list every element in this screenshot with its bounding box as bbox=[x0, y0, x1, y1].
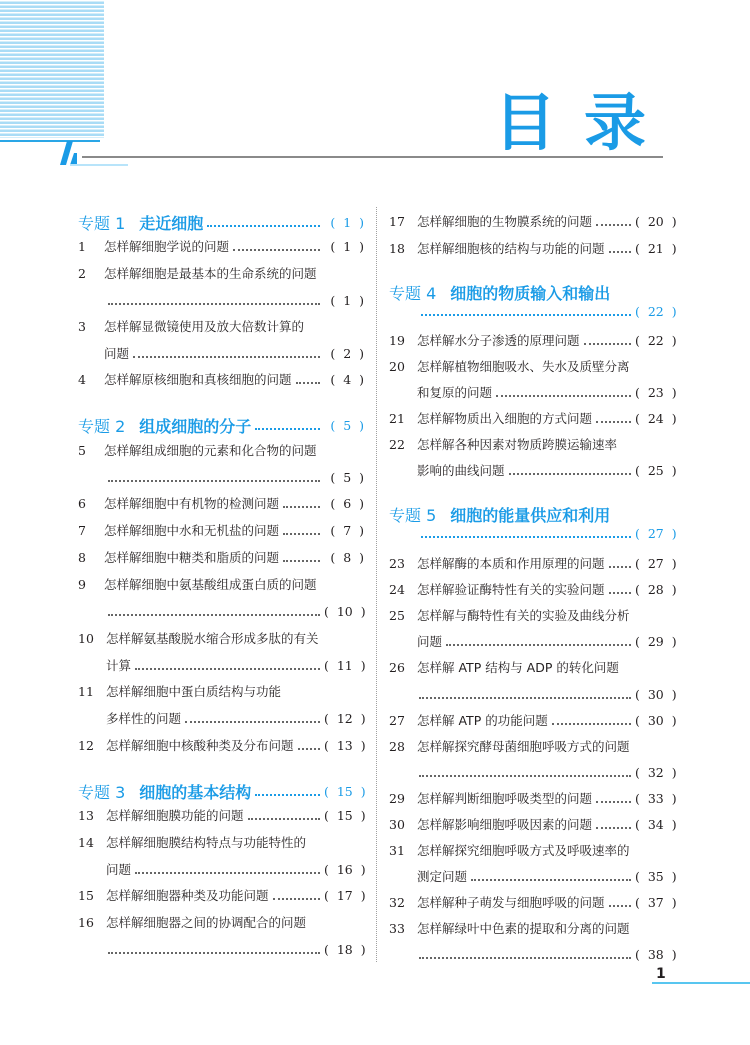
leader-dots bbox=[609, 250, 631, 253]
item-title: 怎样解显微镜使用及放大倍数计算的 bbox=[104, 319, 305, 334]
item-page: ( 10 ) bbox=[324, 603, 366, 619]
item-title: 怎样解酶的本质和作用原理的问题 bbox=[417, 556, 605, 571]
item-number: 12 bbox=[78, 737, 94, 753]
toc-item-18[interactable] bbox=[389, 238, 675, 258]
item-page: ( 24 ) bbox=[635, 410, 677, 426]
toc-item-28-cont[interactable] bbox=[389, 762, 675, 782]
item-page: ( 21 ) bbox=[635, 240, 677, 256]
toc-item-7[interactable] bbox=[78, 520, 364, 540]
item-title: 怎样解判断细胞呼吸类型的问题 bbox=[417, 791, 593, 806]
toc-item-21[interactable] bbox=[389, 408, 675, 428]
chapter-page: ( 22 ) bbox=[635, 303, 677, 319]
item-title-cont: 测定问题 bbox=[417, 869, 468, 884]
chapter-label: 专题 3 bbox=[78, 782, 126, 802]
leader-dots bbox=[584, 342, 631, 345]
item-number: 29 bbox=[389, 790, 405, 806]
item-number: 17 bbox=[389, 213, 405, 229]
toc-item-8[interactable] bbox=[78, 547, 364, 567]
leader-dots bbox=[419, 696, 631, 699]
item-page: ( 35 ) bbox=[635, 868, 677, 884]
item-title: 怎样解探究细胞呼吸方式及呼吸速率的 bbox=[417, 843, 630, 858]
leader-dots bbox=[419, 956, 631, 959]
item-title: 怎样解细胞中有机物的检测问题 bbox=[104, 496, 280, 511]
leader-dots bbox=[108, 302, 320, 305]
leader-dots bbox=[233, 248, 320, 251]
item-title: 怎样解与酶特性有关的实验及曲线分析 bbox=[417, 608, 630, 623]
item-page: ( 33 ) bbox=[635, 790, 677, 806]
item-page: ( 28 ) bbox=[635, 581, 677, 597]
item-page: ( 30 ) bbox=[635, 712, 677, 728]
toc-item-13[interactable] bbox=[78, 805, 364, 825]
item-page: ( 18 ) bbox=[324, 941, 366, 957]
leader-dots bbox=[108, 613, 320, 616]
toc-item-12[interactable] bbox=[78, 735, 364, 755]
item-page: ( 29 ) bbox=[635, 633, 677, 649]
item-page: ( 6 ) bbox=[330, 495, 364, 511]
leader-dots bbox=[296, 381, 320, 384]
leader-dots bbox=[471, 878, 631, 881]
header-stripes-decoration bbox=[0, 0, 104, 138]
leader-dots bbox=[419, 774, 631, 777]
toc-item-26[interactable] bbox=[389, 657, 675, 677]
item-number: 19 bbox=[389, 332, 405, 348]
item-page: ( 16 ) bbox=[324, 861, 366, 877]
item-page: ( 25 ) bbox=[635, 462, 677, 478]
toc-item-14[interactable] bbox=[78, 832, 364, 852]
toc-item-23[interactable] bbox=[389, 553, 675, 573]
item-title-cont: 问题 bbox=[106, 862, 132, 877]
item-number: 11 bbox=[78, 683, 94, 699]
item-page: ( 20 ) bbox=[635, 213, 677, 229]
toc-item-20[interactable] bbox=[389, 356, 675, 376]
toc-item-25[interactable] bbox=[389, 605, 675, 625]
item-number: 15 bbox=[78, 887, 94, 903]
item-number: 28 bbox=[389, 738, 405, 754]
leader-dots bbox=[108, 479, 320, 482]
item-title: 怎样解影响细胞呼吸因素的问题 bbox=[417, 817, 593, 832]
toc-item-10[interactable] bbox=[78, 628, 364, 648]
item-page: ( 2 ) bbox=[330, 345, 364, 361]
chapter-page: ( 5 ) bbox=[330, 417, 364, 433]
chapter-label: 专题 4 bbox=[389, 283, 437, 303]
item-number: 30 bbox=[389, 816, 405, 832]
leader-dots bbox=[446, 643, 631, 646]
leader-dots bbox=[135, 667, 320, 670]
item-page: ( 1 ) bbox=[330, 238, 364, 254]
item-number: 31 bbox=[389, 842, 405, 858]
item-page: ( 13 ) bbox=[324, 737, 366, 753]
title-under-rule bbox=[70, 164, 128, 166]
footer-rule bbox=[652, 982, 750, 984]
toc-item-24[interactable] bbox=[389, 579, 675, 599]
toc-item-17[interactable] bbox=[389, 211, 675, 231]
toc-item-4[interactable] bbox=[78, 369, 364, 389]
item-page: ( 37 ) bbox=[635, 894, 677, 910]
toc-item-2[interactable] bbox=[78, 263, 364, 283]
toc-item-30[interactable] bbox=[389, 814, 675, 834]
chapter-label: 专题 2 bbox=[78, 416, 126, 436]
page-number: 1 bbox=[656, 966, 666, 982]
item-title: 怎样解细胞核的结构与功能的问题 bbox=[417, 241, 605, 256]
toc-item-10-cont[interactable] bbox=[78, 655, 364, 675]
toc-item-9-cont[interactable] bbox=[78, 601, 364, 621]
toc-item-11[interactable] bbox=[78, 681, 364, 701]
leader-dots bbox=[283, 532, 320, 535]
leader-dots bbox=[609, 591, 631, 594]
item-page: ( 7 ) bbox=[330, 522, 364, 538]
item-number: 8 bbox=[78, 549, 86, 565]
item-page: ( 15 ) bbox=[324, 807, 366, 823]
item-title: 怎样解植物细胞吸水、失水及质壁分离 bbox=[417, 359, 630, 374]
item-page: ( 38 ) bbox=[635, 946, 677, 962]
leader-dots bbox=[283, 559, 320, 562]
item-title: 怎样解细胞中蛋白质结构与功能 bbox=[106, 684, 282, 699]
chapter-page: ( 1 ) bbox=[330, 214, 364, 230]
item-title: 怎样解细胞器之间的协调配合的问题 bbox=[106, 915, 307, 930]
item-title: 怎样解组成细胞的元素和化合物的问题 bbox=[104, 443, 317, 458]
item-title: 怎样解细胞膜功能的问题 bbox=[106, 808, 244, 823]
item-number: 27 bbox=[389, 712, 405, 728]
item-page: ( 1 ) bbox=[330, 292, 364, 308]
item-title-cont: 多样性的问题 bbox=[106, 711, 182, 726]
item-number: 10 bbox=[78, 630, 94, 646]
header-stripe-base-line bbox=[0, 140, 100, 142]
item-title: 怎样解各种因素对物质跨膜运输速率 bbox=[417, 437, 618, 452]
toc-chapter-4[interactable] bbox=[389, 282, 675, 302]
toc-item-28[interactable] bbox=[389, 736, 675, 756]
leader-dots bbox=[283, 505, 320, 508]
toc-item-32[interactable] bbox=[389, 892, 675, 912]
toc-chapter-1[interactable] bbox=[78, 212, 364, 232]
item-title: 怎样解种子萌发与细胞呼吸的问题 bbox=[417, 895, 605, 910]
toc-item-33[interactable] bbox=[389, 918, 675, 938]
item-page: ( 8 ) bbox=[330, 549, 364, 565]
toc-item-6[interactable] bbox=[78, 493, 364, 513]
item-title: 怎样解 ATP 的功能问题 bbox=[417, 713, 548, 728]
item-title: 怎样解细胞中氨基酸组成蛋白质的问题 bbox=[104, 577, 317, 592]
item-page: ( 17 ) bbox=[324, 887, 366, 903]
chapter-title: 细胞的基本结构 bbox=[139, 782, 252, 802]
leader-dots bbox=[596, 826, 631, 829]
leader-dots bbox=[255, 793, 320, 796]
item-title-cont: 和复原的问题 bbox=[417, 385, 493, 400]
item-title: 怎样解氨基酸脱水缩合形成多肽的有关 bbox=[106, 631, 319, 646]
item-number: 26 bbox=[389, 659, 405, 675]
chapter-label: 专题 5 bbox=[389, 505, 437, 525]
chapter-page: ( 15 ) bbox=[324, 783, 366, 799]
item-title: 怎样解物质出入细胞的方式问题 bbox=[417, 411, 593, 426]
item-page: ( 30 ) bbox=[635, 686, 677, 702]
item-page: ( 22 ) bbox=[635, 332, 677, 348]
leader-dots bbox=[207, 224, 320, 227]
leader-dots bbox=[273, 897, 320, 900]
leader-dots bbox=[496, 394, 631, 397]
leader-dots bbox=[552, 722, 631, 725]
item-title-cont: 计算 bbox=[106, 658, 132, 673]
leader-dots bbox=[185, 720, 320, 723]
item-title: 怎样解细胞中水和无机盐的问题 bbox=[104, 523, 280, 538]
item-number: 24 bbox=[389, 581, 405, 597]
leader-dots bbox=[133, 355, 320, 358]
item-title: 怎样解细胞学说的问题 bbox=[104, 239, 230, 254]
toc-item-14-cont[interactable] bbox=[78, 859, 364, 879]
item-number: 13 bbox=[78, 807, 94, 823]
leader-dots bbox=[135, 871, 320, 874]
item-number: 3 bbox=[78, 318, 86, 334]
toc-chapter-5-cont[interactable] bbox=[389, 523, 675, 543]
item-page: ( 23 ) bbox=[635, 384, 677, 400]
toc-item-27[interactable] bbox=[389, 710, 675, 730]
slash-logo-icon bbox=[60, 141, 78, 165]
chapter-page: ( 27 ) bbox=[635, 525, 677, 541]
chapter-title: 细胞的物质输入和输出 bbox=[450, 283, 611, 303]
item-title: 怎样解 ATP 结构与 ADP 的转化问题 bbox=[417, 660, 619, 675]
item-page: ( 32 ) bbox=[635, 764, 677, 780]
toc-chapter-5[interactable] bbox=[389, 504, 675, 524]
item-number: 14 bbox=[78, 834, 94, 850]
toc-item-31-cont[interactable] bbox=[389, 866, 675, 886]
item-number: 22 bbox=[389, 436, 405, 452]
item-number: 6 bbox=[78, 495, 86, 511]
item-number: 23 bbox=[389, 555, 405, 571]
leader-dots bbox=[596, 420, 631, 423]
toc-item-26-cont[interactable] bbox=[389, 684, 675, 704]
item-title-cont: 问题 bbox=[104, 346, 130, 361]
item-page: ( 11 ) bbox=[324, 657, 366, 673]
toc-item-3-cont[interactable] bbox=[78, 343, 364, 363]
leader-dots bbox=[609, 565, 631, 568]
toc-item-33-cont[interactable] bbox=[389, 944, 675, 964]
item-number: 20 bbox=[389, 358, 405, 374]
item-number: 16 bbox=[78, 914, 94, 930]
leader-dots bbox=[108, 951, 320, 954]
item-page: ( 5 ) bbox=[330, 469, 364, 485]
leader-dots bbox=[609, 904, 631, 907]
leader-dots bbox=[421, 535, 631, 538]
item-title: 怎样解探究酵母菌细胞呼吸方式的问题 bbox=[417, 739, 630, 754]
leader-dots bbox=[255, 427, 320, 430]
item-page: ( 12 ) bbox=[324, 710, 366, 726]
column-divider bbox=[376, 207, 377, 962]
item-title-cont: 影响的曲线问题 bbox=[417, 463, 505, 478]
toc-item-16[interactable] bbox=[78, 912, 364, 932]
leader-dots bbox=[298, 747, 320, 750]
item-title: 怎样解细胞膜结构特点与功能特性的 bbox=[106, 835, 307, 850]
item-page: ( 4 ) bbox=[330, 371, 364, 387]
toc-item-25-cont[interactable] bbox=[389, 631, 675, 651]
item-number: 7 bbox=[78, 522, 86, 538]
toc-item-22-cont[interactable] bbox=[389, 460, 675, 480]
item-title: 怎样解验证酶特性有关的实验问题 bbox=[417, 582, 605, 597]
item-title: 怎样解细胞的生物膜系统的问题 bbox=[417, 214, 593, 229]
item-number: 21 bbox=[389, 410, 405, 426]
item-number: 5 bbox=[78, 442, 86, 458]
page-title: 目录 bbox=[494, 86, 675, 159]
toc-item-20-cont[interactable] bbox=[389, 382, 675, 402]
toc-item-29[interactable] bbox=[389, 788, 675, 808]
item-title: 怎样解绿叶中色素的提取和分离的问题 bbox=[417, 921, 630, 936]
item-title: 怎样解细胞中糖类和脂质的问题 bbox=[104, 550, 280, 565]
leader-dots bbox=[248, 817, 320, 820]
chapter-title: 走近细胞 bbox=[139, 213, 204, 233]
item-title-cont: 问题 bbox=[417, 634, 443, 649]
toc-chapter-4-cont[interactable] bbox=[389, 301, 675, 321]
toc-item-15[interactable] bbox=[78, 885, 364, 905]
item-number: 1 bbox=[78, 238, 86, 254]
leader-dots bbox=[421, 313, 631, 316]
leader-dots bbox=[596, 800, 631, 803]
toc-item-9[interactable] bbox=[78, 574, 364, 594]
item-number: 9 bbox=[78, 576, 86, 592]
toc-item-5[interactable] bbox=[78, 440, 364, 460]
chapter-title: 细胞的能量供应和利用 bbox=[450, 505, 611, 525]
toc-item-1[interactable] bbox=[78, 236, 364, 256]
toc-item-22[interactable] bbox=[389, 434, 675, 454]
item-title: 怎样解细胞中核酸种类及分布问题 bbox=[106, 738, 294, 753]
toc-item-16-cont[interactable] bbox=[78, 939, 364, 959]
toc-item-2-cont[interactable] bbox=[78, 290, 364, 310]
item-title: 怎样解细胞是最基本的生命系统的问题 bbox=[104, 266, 317, 281]
item-number: 2 bbox=[78, 265, 86, 281]
toc-chapter-3[interactable] bbox=[78, 781, 364, 801]
item-number: 25 bbox=[389, 607, 405, 623]
item-page: ( 34 ) bbox=[635, 816, 677, 832]
item-number: 4 bbox=[78, 371, 86, 387]
item-page: ( 27 ) bbox=[635, 555, 677, 571]
toc-item-19[interactable] bbox=[389, 330, 675, 350]
chapter-title: 组成细胞的分子 bbox=[139, 416, 252, 436]
toc-item-11-cont[interactable] bbox=[78, 708, 364, 728]
toc-item-31[interactable] bbox=[389, 840, 675, 860]
toc-item-5-cont[interactable] bbox=[78, 467, 364, 487]
toc-chapter-2[interactable] bbox=[78, 415, 364, 435]
chapter-label: 专题 1 bbox=[78, 213, 126, 233]
item-number: 18 bbox=[389, 240, 405, 256]
leader-dots bbox=[596, 223, 631, 226]
item-number: 33 bbox=[389, 920, 405, 936]
item-number: 32 bbox=[389, 894, 405, 910]
item-title: 怎样解水分子渗透的原理问题 bbox=[417, 333, 580, 348]
leader-dots bbox=[509, 472, 631, 475]
item-title: 怎样解细胞器种类及功能问题 bbox=[106, 888, 269, 903]
item-title: 怎样解原核细胞和真核细胞的问题 bbox=[104, 372, 292, 387]
toc-item-3[interactable] bbox=[78, 316, 364, 336]
